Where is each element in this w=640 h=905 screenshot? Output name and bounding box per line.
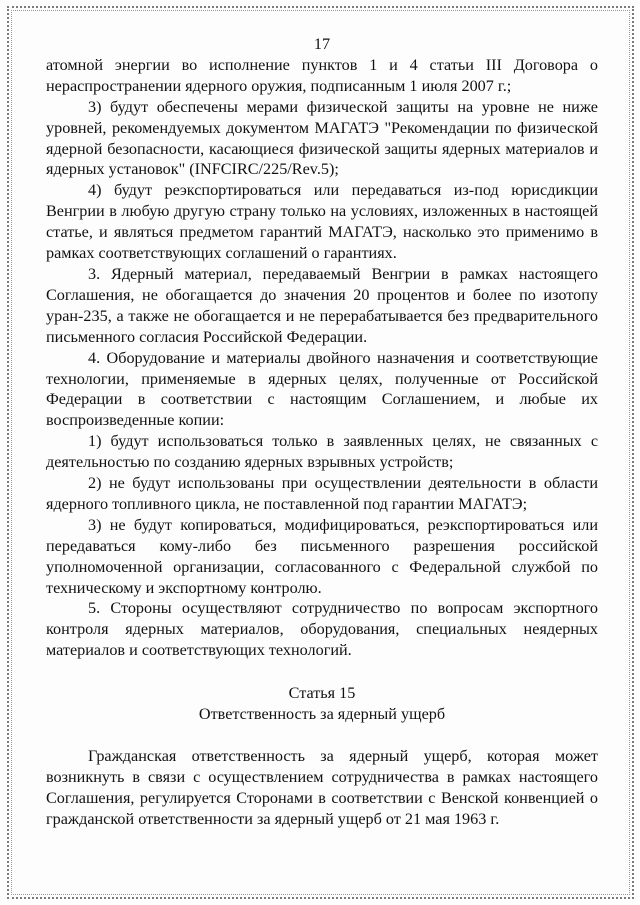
spacer	[46, 725, 598, 746]
paragraph-item-4: 4) будут реэкспортироваться или передаваться из-под юрисдикции Венгрии в любую другую страну только на условиях, изложенных в настоящей статье, и являться предметом гарантий МАГАТЭ, насколько это применимо в рамках соответствующих соглашений о гарантиях.	[46, 181, 598, 263]
article-title: Ответственность за ядерный ущерб	[198, 705, 446, 724]
paragraph-subitem-2: 2) не будут использованы при осуществлении деятельности в области ядерного топливного цикла, не поставленной под гарантии МАГАТЭ;	[46, 474, 598, 513]
article-text: Гражданская ответственность за ядерный ущерб, которая может возникнуть в связи с осуществлением сотрудничества в рамках настоящего Соглашения, регулируется Сторонами в соответствии с Венской конвенцией о гражданской ответственности за ядерный ущерб от 21 мая 1963 г.	[46, 747, 598, 828]
paragraph-clause-3: 3. Ядерный материал, передаваемый Венгрии в рамках настоящего Соглашения, не обогащается до значения 20 процентов и более по изотопу уран-235, а также не обогащается и не перерабатывается без предварительного письменного согласия Российской Федерации.	[46, 264, 598, 346]
paragraph-item-3: 3) будут обеспечены мерами физической защиты на уровне не ниже уровней, рекомендуемых документом МАГАТЭ "Рекомендации по физической ядерной безопасности, касающиеся физической защиты ядерных материалов и ядерных установок" (INFCIRC/225/Rev.5);	[46, 97, 598, 179]
page-number: 17	[313, 35, 331, 53]
paragraph-clause-5: 5. Стороны осуществляют сотрудничество по вопросам экспортного контроля ядерных материалов, оборудования, специальных неядерных материалов и соответствующих технологий.	[46, 599, 598, 660]
paragraph-clause-4: 4. Оборудование и материалы двойного назначения и соответствующие технологии, применяемые в ядерных целях, полученные от Российской Федерации в соответствии с настоящим Соглашением, и любые их воспроизведенные копии:	[46, 348, 598, 430]
paragraph-subitem-3: 3) не будут копироваться, модифицироваться, реэкспортироваться или передаваться кому-либо без письменного разрешения российской уполномоченной организации, согласованного с Федеральной службой по техническому и экспортному контролю.	[46, 515, 598, 597]
paragraph-subitem-1: 1) будут использоваться только в заявленных целях, не связанных с деятельностью по созданию ядерных взрывных устройств;	[46, 432, 598, 472]
paragraph-continuation: атомной энергии во исполнение пунктов 1 и 4 статьи III Договора о нераспространении ядерного оружия, подписанным 1 июля 2007 г.;	[46, 55, 598, 95]
page-content	[46, 34, 598, 830]
article-number: Статья 15	[288, 684, 356, 703]
